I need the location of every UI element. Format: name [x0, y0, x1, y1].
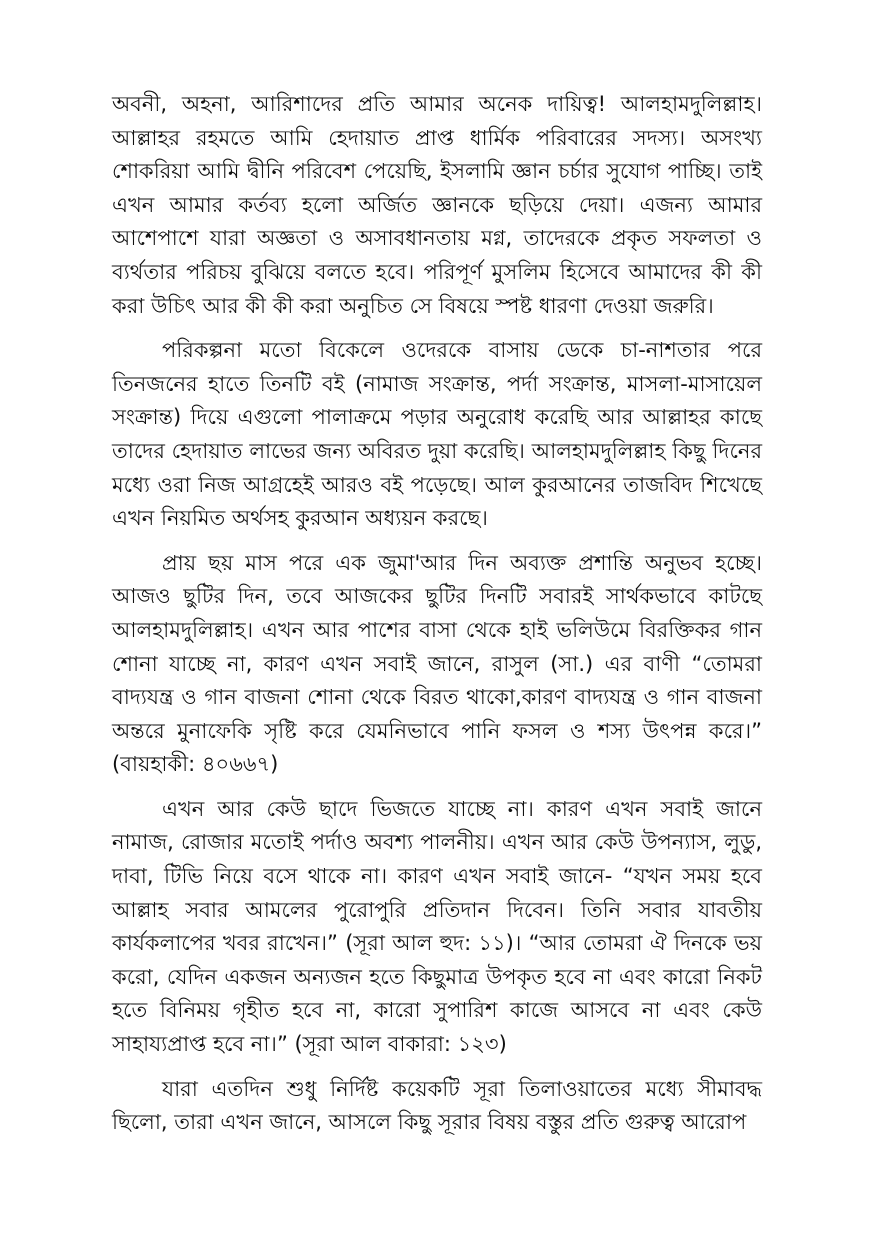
paragraph-5: যারা এতদিন শুধু নির্দিষ্ট কয়েকটি সূরা তিলাওয়াতের মধ্যে সীমাবদ্ধ ছিলো, তারা এখন জানে, আসলে কিছু সূরার বিষয় বস্তুর প্রতি গুরুত্ব আরোপ [112, 1076, 762, 1135]
paragraph-1: অবনী, অহনা, আরিশাদের প্রতি আমার অনেক দায়িত্ব! আলহামদুলিল্লাহ। আল্লাহর রহমতে আমি হেদায়াত প্রাপ্ত ধার্মিক পরিবারের সদস্য। অসংখ্য শোকরিয়া আমি দ্বীনি পরিবেশ পেয়েছি, ইসলামি জ্ঞান চর্চার সুযোগ পাচ্ছি। তাই এখন আমার কর্তব্য হলো অর্জিত জ্ঞানকে ছড়িয়ে দেয়া। এজন্য আমার আশেপাশে যারা অজ্ঞতা ও অসাবধানতায় মগ্ন, তাদেরকে প্রকৃত সফলতা ও ব্যর্থতার পরিচয় বুঝিয়ে বলতে হবে। পরিপূর্ণ মুসলিম হিসেবে আমাদের কী কী করা উচিৎ আর কী কী করা অনুচিত সে বিষয়ে স্পষ্ট ধারণা দেওয়া জরুরি। [112, 92, 762, 318]
paragraph-3: প্রায় ছয় মাস পরে এক জুমা'আর দিন অব্যক্ত প্রশান্তি অনুভব হচ্ছে। আজও ছুটির দিন, তবে আজকের ছুটির দিনটি সবারই সার্থকভাবে কাটছে আলহামদুলিল্লাহ। এখন আর পাশের বাসা থেকে হাই ভলিউমে বিরক্তিকর গান শোনা যাচ্ছে না, কারণ এখন সবাই জানে, রাসুল (সা.) এর বাণী “তোমরা বাদ্যযন্ত্র ও গান বাজনা শোনা থেকে বিরত থাকো,কারণ বাদ্যযন্ত্র ও গান বাজনা অন্তরে মুনাফেকি সৃষ্টি করে যেমনিভাবে পানি ফসল ও শস্য উৎপন্ন করে।” (বায়হাকী: ৪০৬৬৭) [112, 550, 762, 777]
paragraph-4: এখন আর কেউ ছাদে ভিজতে যাচ্ছে না। কারণ এখন সবাই জানে নামাজ, রোজার মতোই পর্দাও অবশ্য পালনীয়। এখন আর কেউ উপন্যাস, লুডু, দাবা, টিভি নিয়ে বসে থাকে না। কারণ এখন সবাই জানে- “যখন সময় হবে আল্লাহ সবার আমলের পুরোপুরি প্রতিদান দিবেন। তিনি সবার যাবতীয় কার্যকলাপের খবর রাখেন।” (সূরা আল হুদ: ১১)। “আর তোমরা ঐ দিনকে ভয় করো, যেদিন একজন অন্যজন হতে কিছুমাত্র উপকৃত হবে না এবং কারো নিকট হতে বিনিময় গৃহীত হবে না, কারো সুপারিশ কাজে আসবে না এবং কেউ সাহায্যপ্রাপ্ত হবে না।” (সূরা আল বাকারা: ১২৩) [112, 796, 762, 1057]
document-page [112, 88, 762, 1140]
paragraph-2: পরিকল্পনা মতো বিকেলে ওদেরকে বাসায় ডেকে চা-নাশতার পরে তিনজনের হাতে তিনটি বই (নামাজ সংক্রান্ত, পর্দা সংক্রান্ত, মাসলা-মাসায়েল সংক্রান্ত) দিয়ে এগুলো পালাক্রমে পড়ার অনুরোধ করেছি আর আল্লাহর কাছে তাদের হেদায়াত লাভের জন্য অবিরত দুয়া করেছি। আলহামদুলিল্লাহ কিছু দিনের মধ্যে ওরা নিজ আগ্রহেই আরও বই পড়েছে। আল কুরআনের তাজবিদ শিখেছে এখন নিয়মিত অর্থসহ কুরআন অধ্যয়ন করছে। [112, 338, 762, 531]
